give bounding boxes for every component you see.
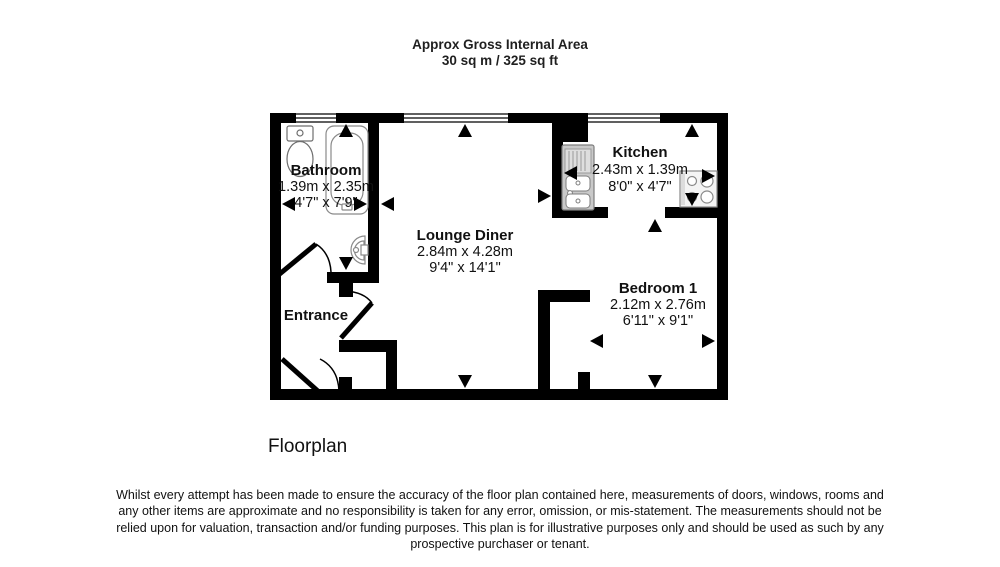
door-arc	[320, 359, 339, 391]
arrow-left-icon	[282, 197, 295, 211]
bedroom-imperial: 6'11" x 9'1"	[622, 313, 694, 329]
arrow-up-icon	[458, 124, 472, 137]
bathroom-imperial: 4'7" x 7'9"	[294, 195, 358, 211]
bathroom-name: Bathroom	[290, 162, 362, 179]
bathroom-metric: 1.39m x 2.35m	[278, 179, 374, 195]
kitchen-imperial: 8'0" x 4'7"	[608, 179, 672, 195]
disclaimer-text: Whilst every attempt has been made to ensure the accuracy of the floor plan contained here, measurements of doors, windows, rooms and any other items are approximate and no responsibility is taken for any error, omission, or mis-statement. The measurements should not be relied upon for valuation, transaction and/or funding purposes. This plan is for illustrative purposes only and should be used as such by any prospective purchaser or tenant.	[116, 488, 884, 551]
arrow-right-icon	[538, 189, 551, 203]
arrow-left-icon	[590, 334, 603, 348]
lounge-imperial: 9'4" x 14'1"	[429, 260, 501, 276]
arrow-down-icon	[458, 375, 472, 388]
kitchen-window	[588, 113, 660, 123]
gross-internal-area-value: 30 sq m / 325 sq ft	[441, 53, 559, 68]
lounge-name: Lounge Diner	[416, 227, 514, 244]
bathroom-door	[276, 244, 331, 277]
kitchen-metric: 2.43m x 1.39m	[592, 162, 688, 178]
arrow-down-icon	[648, 375, 662, 388]
room-label-entrance: Entrance	[283, 307, 349, 324]
interior-walls	[327, 113, 728, 400]
lounge-window	[404, 113, 508, 123]
arrow-right-icon	[702, 334, 715, 348]
lounge-metric: 2.84m x 4.28m	[417, 244, 513, 260]
door-arc	[316, 244, 331, 272]
kitchen-name: Kitchen	[612, 144, 668, 161]
bedroom-name: Bedroom 1	[618, 280, 698, 297]
arrow-up-icon	[685, 124, 699, 137]
entrance-door	[282, 359, 339, 393]
gross-internal-area-title: Approx Gross Internal Area	[412, 37, 588, 52]
arrow-up-icon	[648, 219, 662, 232]
bedroom-metric: 2.12m x 2.76m	[610, 297, 706, 313]
arrow-left-icon	[381, 197, 394, 211]
basin-icon	[351, 236, 368, 264]
floorplan-caption: Floorplan	[268, 436, 348, 457]
bathroom-window	[296, 113, 336, 123]
kitchen-sink-icon	[562, 145, 594, 210]
arrow-down-icon	[339, 257, 353, 270]
